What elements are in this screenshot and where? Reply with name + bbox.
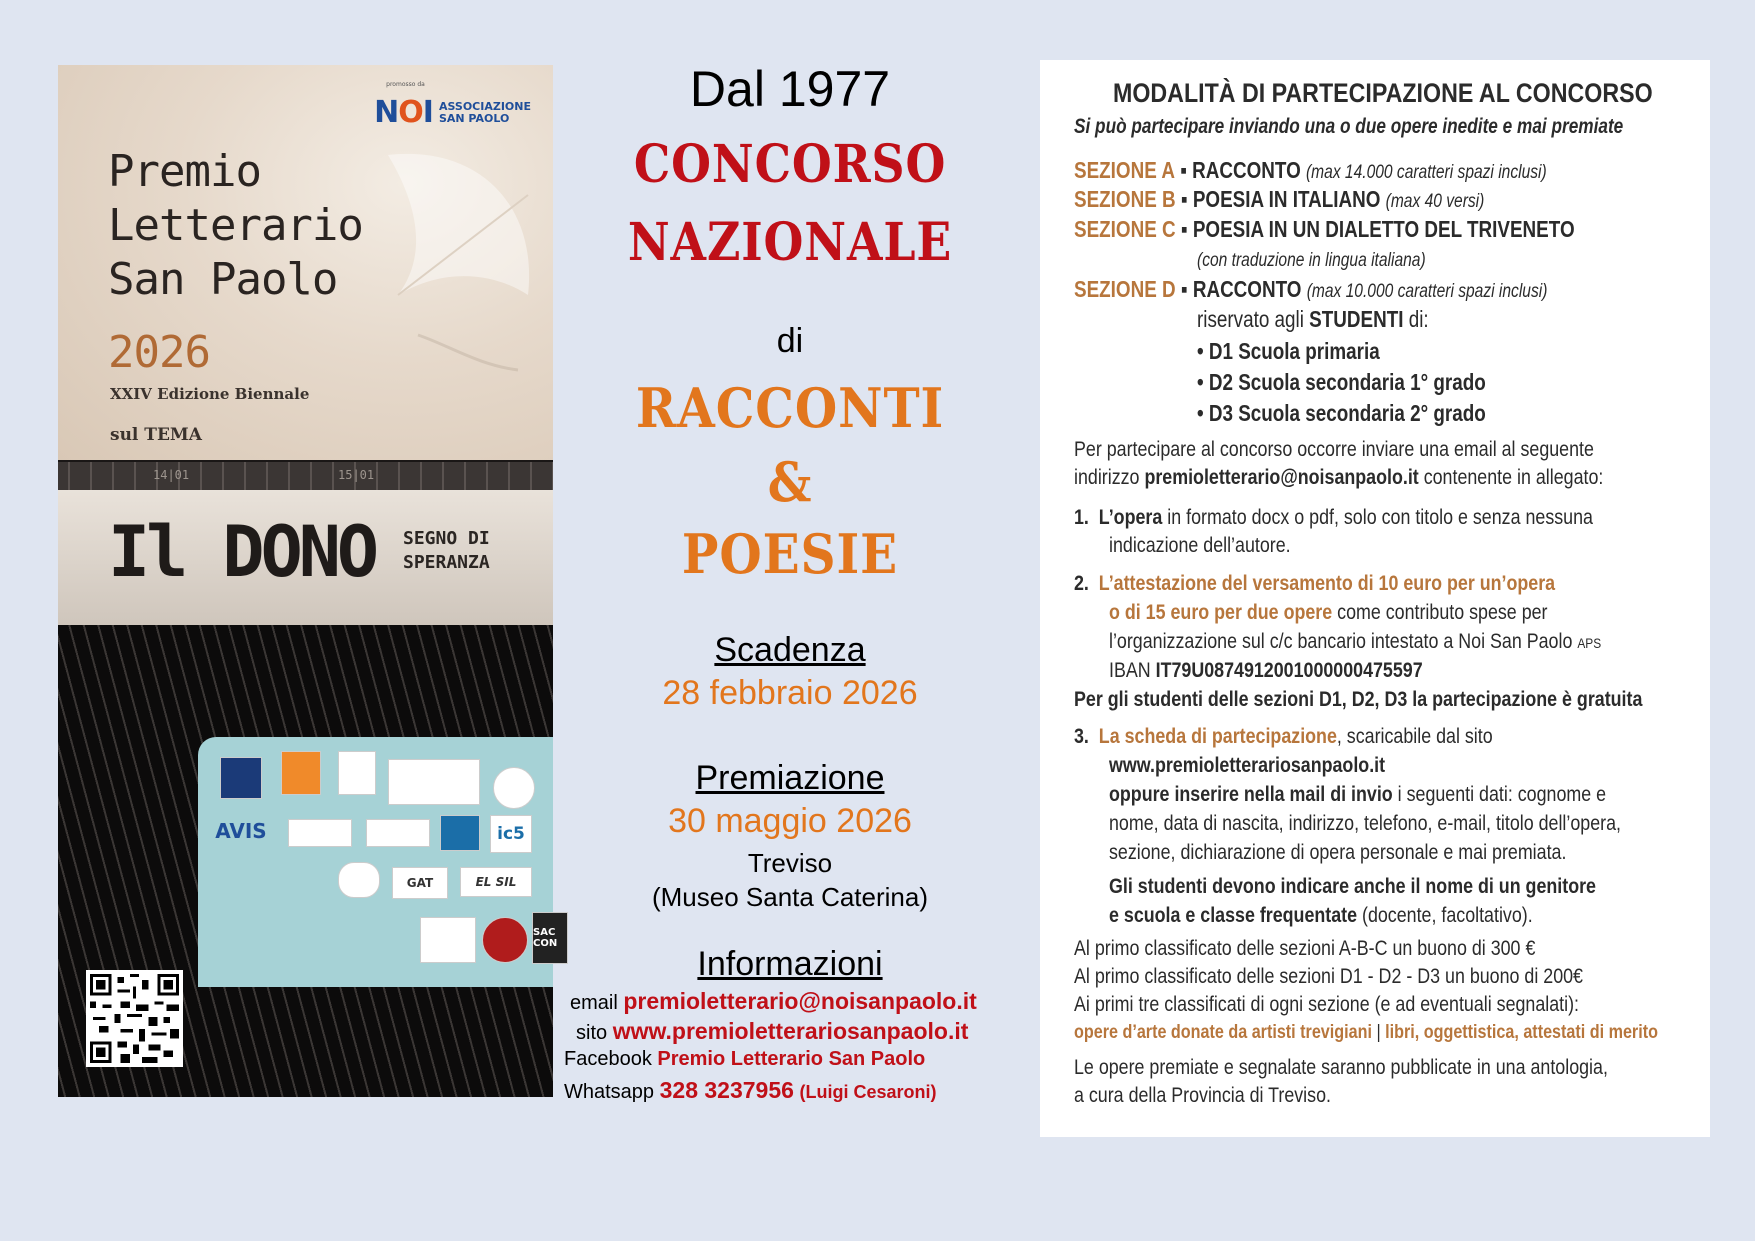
sponsor-logo-avis: AVIS: [215, 819, 267, 843]
poster-year: 2026: [108, 327, 210, 378]
title-concorso: CONCORSO: [633, 134, 947, 195]
section-b: SEZIONE B ▪ POESIA IN ITALIANO (max 40 versi): [1074, 186, 1485, 212]
publication-1: Le opere premiate e segnalate saranno pubblicate in una antologia,: [1074, 1056, 1608, 1079]
section-d3: • D3 Scuola secondaria 2° grado: [1197, 400, 1486, 426]
prize-1: Al primo classificato delle sezioni A-B-C un buono di 300 €: [1074, 937, 1536, 960]
typewriter-scale-bar: 14|01 15|01: [58, 460, 553, 492]
award-venue: (Museo Santa Caterina): [651, 882, 929, 912]
whatsapp-number[interactable]: 328 3237956: [659, 1077, 794, 1103]
noi-association-logo: [374, 81, 531, 130]
poster-theme-subtitle: SEGNO DI SPERANZA: [403, 528, 490, 573]
sponsor-logo: [338, 862, 380, 898]
section-d: SEZIONE D ▪ RACCONTO (max 10.000 caratteri spazi inclusi): [1074, 276, 1548, 302]
item-1-cont: indicazione dell’autore.: [1109, 534, 1291, 557]
title-ampersand: &: [767, 450, 813, 514]
rules-title: MODALITÀ DI PARTECIPAZIONE AL CONCORSO: [1113, 78, 1653, 108]
sponsor-logo: [420, 917, 476, 963]
publication-2: a cura della Provincia di Treviso.: [1074, 1084, 1331, 1107]
iban: IBAN IT79U0874912001000000475597: [1109, 659, 1423, 682]
title-poesie: POESIE: [681, 522, 899, 586]
item-3: 3. La scheda di partecipazione, scaricabile dal sito: [1074, 725, 1493, 748]
poster-title: Premio Letterario San Paolo: [108, 146, 363, 305]
item-3-fields-2: sezione, dichiarazione di opera personale e mai premiata.: [1109, 841, 1567, 864]
item-1: 1. L’opera in formato docx o pdf, solo con titolo e senza nessuna: [1074, 506, 1593, 529]
sponsor-logo: [388, 759, 480, 805]
poster-image: [58, 65, 558, 1097]
deadline-date: 28 febbraio 2026: [662, 674, 918, 712]
item-3-site: www.premioletterariosanpaolo.it: [1109, 754, 1386, 777]
noi-logo-text: NOI: [374, 95, 433, 130]
send-instructions-1: Per partecipare al concorso occorre inviare una email al seguente: [1074, 438, 1594, 461]
award-date: 30 maggio 2026: [668, 802, 912, 840]
poster-theme-title: Il DONO: [108, 511, 376, 593]
qr-code-icon: [86, 970, 183, 1067]
section-d1: • D1 Scuola primaria: [1197, 338, 1380, 364]
prize-4: opere d’arte donate da artisti trevigiani | libri, oggettistica, attestati di merito: [1074, 1022, 1658, 1043]
website-link[interactable]: www.premioletterariosanpaolo.it: [612, 1018, 969, 1044]
logo-small-text: promosso da: [386, 81, 425, 88]
poster-edition: XXIV Edizione Biennale: [110, 385, 310, 403]
item-3-students-2: e scuola e classe frequentate (docente, facoltativo).: [1109, 904, 1533, 927]
sponsor-logo: [366, 819, 430, 847]
sponsor-logo: [281, 751, 321, 795]
title-nazionale: NAZIONALE: [627, 212, 953, 273]
sponsor-logo: [220, 757, 262, 799]
section-c: SEZIONE C ▪ POESIA IN UN DIALETTO DEL TRIVENETO: [1074, 216, 1575, 242]
sponsor-logo-el-sil: EL SIL: [460, 867, 532, 897]
sponsor-logo-gat: GAT: [392, 867, 448, 899]
quill-feather-icon: [358, 135, 548, 385]
award-city: Treviso: [747, 848, 833, 878]
facebook-link[interactable]: Premio Letterario San Paolo: [657, 1048, 926, 1070]
deadline-heading: Scadenza: [714, 631, 866, 669]
sponsor-logo: [440, 815, 480, 851]
sponsor-logo-saccon: SAC CON: [532, 912, 568, 964]
section-d-reserved: riservato agli STUDENTI di:: [1197, 306, 1429, 332]
contact-whatsapp: Whatsapp 328 3237956 (Luigi Cesaroni): [564, 1077, 937, 1103]
item-3-fields: nome, data di nascita, indirizzo, telefono, e-mail, titolo dell’opera,: [1109, 812, 1621, 835]
section-d2: • D2 Scuola secondaria 1° grado: [1197, 369, 1486, 395]
association-name: ASSOCIAZIONE SAN PAOLO: [438, 99, 531, 125]
section-c-note: (con traduzione in lingua italiana): [1197, 250, 1426, 271]
sponsor-logos-panel: [198, 737, 558, 987]
contact-email: email premioletterario@noisanpaolo.it: [570, 988, 977, 1014]
email-link[interactable]: premioletterario@noisanpaolo.it: [623, 988, 977, 1014]
contact-website: sito www.premioletterariosanpaolo.it: [576, 1018, 969, 1044]
rules-panel: [1040, 60, 1710, 1137]
rules-subtitle: Si può partecipare inviando una o due opere inedite e mai premiate: [1074, 115, 1624, 138]
award-heading: Premiazione: [695, 759, 885, 797]
item-3-alt: oppure inserire nella mail di invio i seguenti dati: cognome e: [1109, 783, 1607, 806]
sponsor-logo: [482, 917, 528, 963]
poster-tema-label: sul TEMA: [110, 425, 202, 445]
section-a: SEZIONE A ▪ RACCONTO (max 14.000 caratteri spazi inclusi): [1074, 157, 1547, 183]
prize-3: Ai primi tre classificati di ogni sezione (e ad eventuali segnalati):: [1074, 993, 1580, 1016]
info-heading: Informazioni: [697, 945, 883, 983]
students-free: Per gli studenti delle sezioni D1, D2, D3 la partecipazione è gratuita: [1074, 688, 1643, 711]
sponsor-logo-ic5: ic5: [490, 815, 532, 853]
item-2: 2. L’attestazione del versamento di 10 euro per un’opera: [1074, 572, 1556, 595]
prize-2: Al primo classificato delle sezioni D1 - D2 - D3 un buono di 200€: [1074, 965, 1583, 988]
title-di: di: [776, 322, 804, 360]
whatsapp-contact-name: (Luigi Cesaroni): [799, 1082, 937, 1102]
sponsor-logo: [493, 767, 535, 809]
title-racconti: RACCONTI: [635, 376, 945, 440]
contact-facebook: Facebook Premio Letterario San Paolo: [564, 1048, 926, 1070]
send-instructions-2: indirizzo premioletterario@noisanpaolo.it contenente in allegato:: [1074, 466, 1604, 489]
item-2-bank: l’organizzazione sul c/c bancario intestato a Noi San Paolo APS: [1109, 630, 1602, 653]
sponsor-logo: [288, 819, 352, 847]
item-2-cont: o di 15 euro per due opere come contributo spese per: [1109, 601, 1548, 624]
item-3-students: Gli studenti devono indicare anche il nome di un genitore: [1109, 875, 1596, 898]
sponsor-logo: [338, 751, 376, 795]
since-year: Dal 1977: [689, 61, 891, 117]
